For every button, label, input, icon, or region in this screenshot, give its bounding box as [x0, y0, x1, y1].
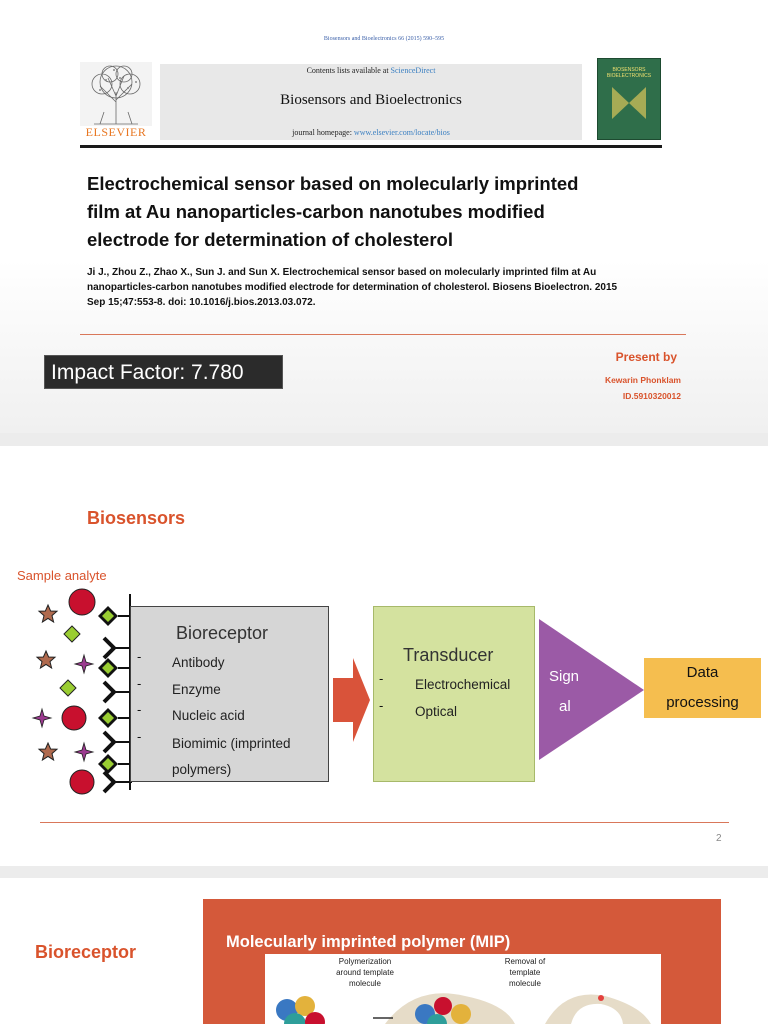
homepage-line — [160, 128, 582, 137]
citation-line: nanoparticles-carbon nanotubes modified electrode for determination of cholesterol. Biosens Bioelectron. 2015 — [87, 282, 618, 293]
bullet-dash: - — [379, 698, 384, 713]
bullet-dash: - — [137, 729, 142, 744]
journal-cover-image — [597, 58, 661, 140]
journal-citation-header: Biosensors and Bioelectronics 66 (2015) 590–595 — [323, 36, 445, 42]
bullet-dash: - — [137, 649, 142, 664]
transducer-item-electrochemical: Electrochemical — [415, 677, 511, 692]
data-label-line: Data — [686, 664, 719, 681]
transducer-item-optical: Optical — [415, 704, 458, 719]
bioreceptor-heading: Bioreceptor — [176, 623, 269, 643]
bullet-dash: - — [137, 676, 142, 691]
label-line: template — [509, 968, 541, 977]
paper-citation — [87, 265, 667, 310]
bioreceptor-item-nucleic-acid: Nucleic acid — [172, 708, 245, 723]
bioreceptor-item-antibody: Antibody — [172, 655, 225, 670]
data-processing-box — [644, 658, 761, 718]
mip-molecules-icon — [265, 984, 661, 1024]
data-label-line: processing — [666, 694, 739, 711]
contents-prefix: Contents lists available at — [306, 66, 391, 75]
label-line: Polymerization — [338, 957, 392, 966]
journal-name: Biosensors and Bioelectronics — [280, 92, 462, 108]
mip-diagram-image — [265, 954, 661, 1024]
bioreceptor-slide — [0, 878, 768, 1024]
biosensors-slide — [0, 446, 768, 866]
bioreceptor-item-biomimic-cont: polymers) — [172, 762, 232, 777]
signal-label-line: al — [559, 698, 571, 715]
bioreceptor-box — [130, 606, 329, 782]
label-line: Removal of — [504, 957, 546, 966]
section-divider — [80, 334, 686, 335]
label-line: molecule — [348, 979, 381, 988]
bioreceptor-item-biomimic: Biomimic (imprinted — [172, 736, 291, 751]
signal-label-line: Sign — [549, 668, 580, 685]
presenter-name: Kewarin Phonklam — [604, 375, 681, 385]
label-line: around template — [336, 968, 394, 977]
homepage-prefix: journal homepage: — [292, 128, 354, 137]
footer-divider — [40, 822, 729, 823]
homepage-link[interactable]: www.elsevier.com/locate/bios — [353, 128, 450, 137]
presenter-id: ID.5910320012 — [622, 391, 681, 401]
transducer-box — [373, 606, 535, 782]
citation-line: Ji J., Zhou Z., Zhao X., Sun J. and Sun X. Electrochemical sensor based on molecularly imprinted film at Au — [87, 267, 597, 278]
sample-analyte-label: Sample analyte — [17, 568, 107, 583]
bullet-dash: - — [137, 702, 142, 717]
sciencedirect-link[interactable]: ScienceDirect — [390, 66, 436, 75]
citation-line: Sep 15;47:553-8. doi: 10.1016/j.bios.2013.03.072. — [87, 297, 316, 308]
present-by-label: Present by — [615, 350, 677, 364]
paper-title-line: Electrochemical sensor based on molecularly imprinted — [87, 173, 579, 194]
title-slide — [0, 0, 768, 433]
paper-title — [87, 170, 687, 254]
transducer-heading: Transducer — [403, 645, 494, 665]
bioreceptor-item-enzyme: Enzyme — [172, 682, 221, 697]
publisher-logo-text: ELSEVIER — [85, 125, 147, 139]
header-divider — [80, 145, 662, 148]
tree-icon — [80, 62, 152, 126]
page-number: 2 — [716, 833, 722, 844]
contents-line — [160, 66, 582, 75]
bullet-dash: - — [379, 671, 384, 686]
signal-triangle-icon — [539, 619, 645, 761]
elsevier-logo — [80, 62, 152, 140]
paper-title-line: electrode for determination of cholesterol — [87, 229, 453, 250]
impact-factor-badge: Impact Factor: 7.780 — [44, 355, 283, 389]
label-line: molecule — [508, 979, 541, 988]
slide-title: Biosensors — [87, 508, 186, 528]
arrow-right-icon — [333, 658, 371, 742]
analyte-molecules-icon — [30, 586, 134, 798]
cover-title: BIOSENSORS BIOELECTRONICS — [606, 67, 652, 79]
slide-title: Bioreceptor — [35, 942, 137, 962]
paper-title-line: film at Au nanoparticles-carbon nanotubes modified — [87, 201, 545, 222]
mip-title: Molecularly imprinted polymer (MIP) — [226, 933, 511, 951]
cover-graphic-icon — [608, 83, 650, 123]
